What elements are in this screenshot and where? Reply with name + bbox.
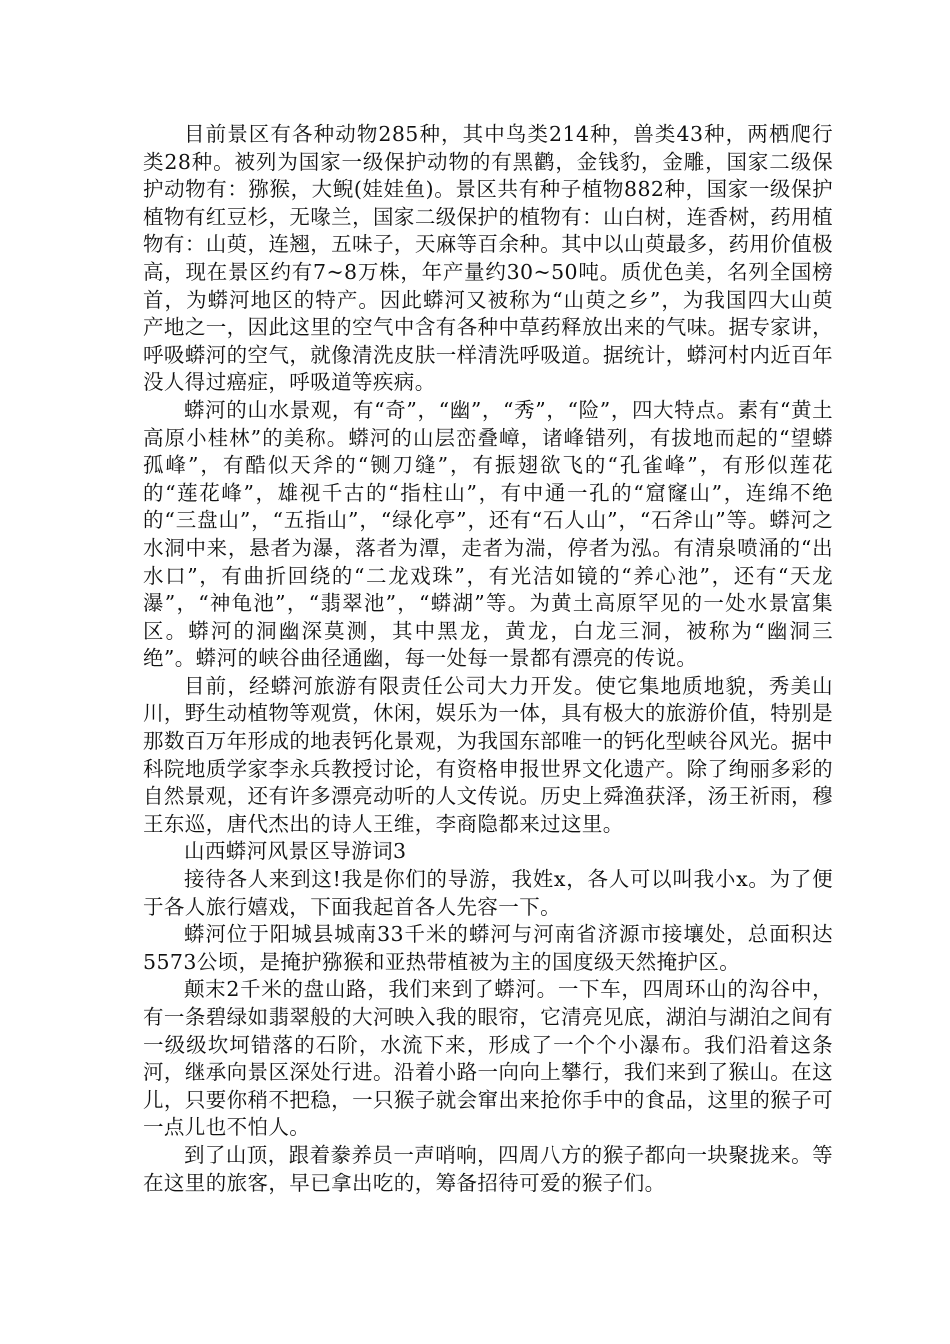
- paragraph-animals-plants: 目前景区有各种动物285种，其中鸟类214种，兽类43种，两栖爬行类28种。被列为国家一级保护动物的有黑鹳，金钱豹，金雕，国家二级保护动物有：猕猴，大鲵(娃娃鱼)。景区共有种子植物882种，国家一级保护植物有红豆杉，无喙兰，国家二级保护的植物有：山白树，连香树，药用植物有：山萸，连翘，五味子，天麻等百余种。其中以山萸最多，药用价值极高，现在景区约有7~8万株，年产量约30~50吨。质优色美，名列全国榜首，为蟒河地区的特产。因此蟒河又被称为“山萸之乡”，为我国四大山萸产地之一，因此这里的空气中含有各种中草药释放出来的气味。据专家讲，呼吸蟒河的空气，就像清洗皮肤一样清洗呼吸道。据统计，蟒河村内近百年没人得过癌症，呼吸道等疾病。: [143, 122, 833, 395]
- paragraph-development: 目前，经蟒河旅游有限责任公司大力开发。使它集地质地貌，秀美山川，野生动植物等观赏，休闲，娱乐为一体，具有极大的旅游价值，特别是那数百万年形成的地表钙化景观，为我国东部唯一的钙化型峡谷风光。据中科院地质学家李永兵教授讨论，有资格申报世界文化遗产。除了绚丽多彩的自然景观，还有许多漂亮动听的人文传说。历史上舜渔获泽，汤王祈雨，穆王东巡，唐代杰出的诗人王维，李商隐都来过这里。: [143, 673, 833, 836]
- paragraph-mountain-road: 颠末2千米的盘山路，我们来到了蟒河。一下车，四周环山的沟谷中，有一条碧绿如翡翠般的大河映入我的眼帘，它清亮见底，湖泊与湖泊之间有一级级坎坷错落的石阶，水流下来，形成了一个个小瀑布。我们沿着这条河，继承向景区深处行进。沿着小路一向向上攀行，我们来到了猴山。在这儿，只要你稍不把稳，一只猴子就会窜出来抢你手中的食品，这里的猴子可一点儿也不怕人。: [143, 977, 833, 1140]
- section-heading: 山西蟒河风景区导游词3: [184, 839, 407, 864]
- paragraph-mountain-top: 到了山顶，跟着豢养员一声哨响，四周八方的猴子都向一块聚拢来。等在这里的旅客，早已拿出吃的，筹备招待可爱的猴子们。: [143, 1142, 833, 1195]
- paragraph-landscape: 蟒河的山水景观，有“奇”，“幽”，“秀”，“险”，四大特点。素有“黄土高原小桂林”的美称。蟒河的山层峦叠嶂，诸峰错列，有拔地而起的“望蟒孤峰”，有酷似天斧的“铡刀缝”，有振翅欲飞的“孔雀峰”，有形似莲花的“莲花峰”，雄视千古的“指柱山”，有中通一孔的“窟窿山”，连绵不绝的“三盘山”，“五指山”，“绿化亭”，还有“石人山”，“石斧山”等。蟒河之水洞中来，悬者为瀑，落者为潭，走者为湍，停者为泓。有清泉喷涌的“出水口”，有曲折回绕的“二龙戏珠”，有光洁如镜的“养心池”，还有“天龙瀑”，“神龟池”，“翡翠池”，“蟒湖”等。为黄土高原罕见的一处水景富集区。蟒河的洞幽深莫测，其中黑龙，黄龙，白龙三洞，被称为“幽洞三绝”。蟒河的峡谷曲径通幽，每一处每一景都有漂亮的传说。: [143, 397, 833, 671]
- paragraph-location: 蟒河位于阳城县城南33千米的蟒河与河南省济源市接壤处，总面积达5573公顷，是掩护猕猴和亚热带植被为主的国度级天然掩护区。: [143, 922, 833, 974]
- paragraph-welcome: 接待各人来到这!我是你们的导游，我姓x，各人可以叫我小x。为了便于各人旅行嬉戏，下面我起首各人先容一下。: [143, 867, 833, 919]
- document-body: [143, 121, 833, 1197]
